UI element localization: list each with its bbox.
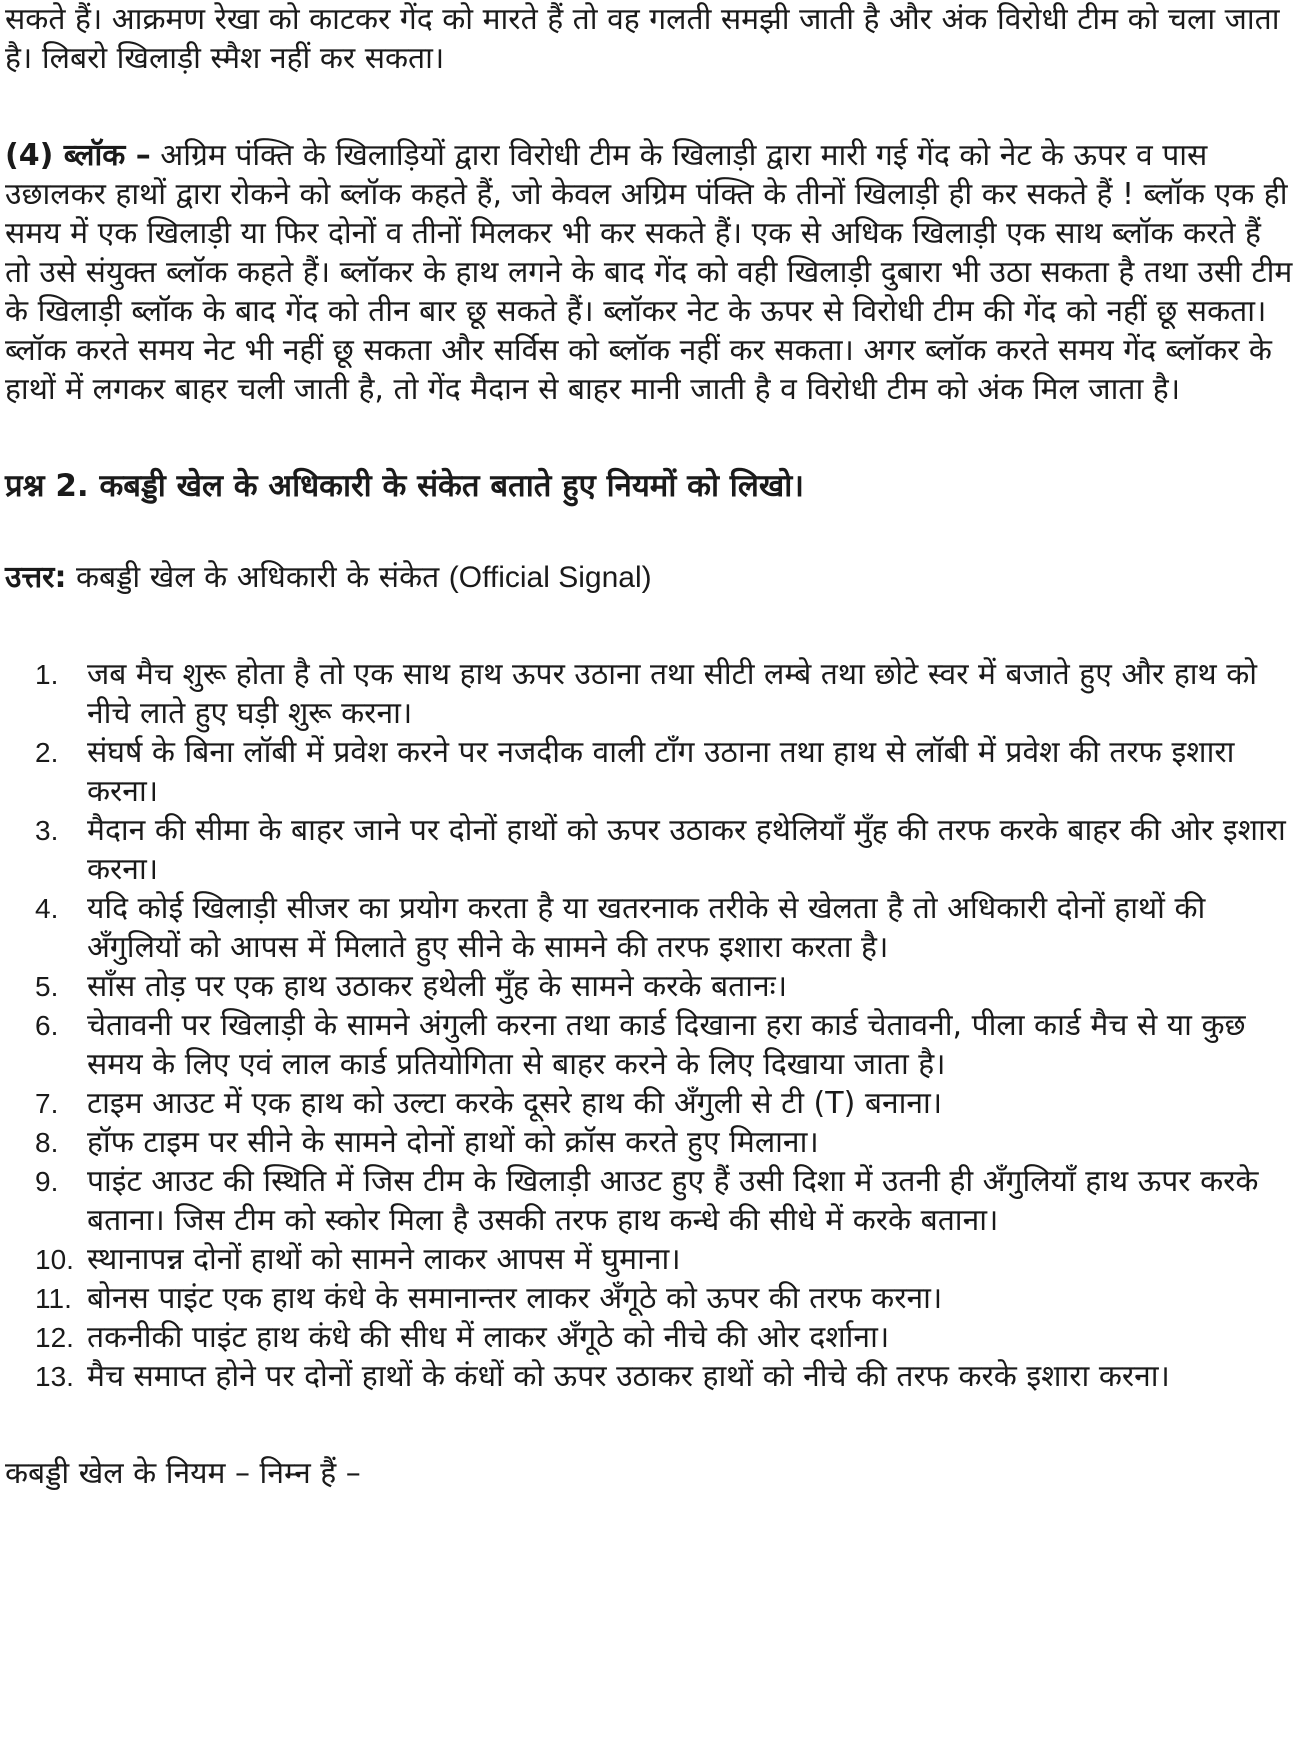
list-item <box>5 1162 1295 1240</box>
answer-text: कबड्डी खेल के अधिकारी के संकेत <box>66 560 449 595</box>
list-item-number: 12. <box>35 1322 74 1353</box>
list-item <box>5 1084 1295 1123</box>
list-item-number: 4. <box>35 893 59 924</box>
list-item <box>5 1240 1295 1279</box>
list-item-text: स्थानापन्न दोनों हाथों को सामने लाकर आपस में घुमाना। <box>87 1242 681 1277</box>
rules-heading <box>5 1454 1295 1493</box>
list-item-text: संघर्ष के बिना लॉबी में प्रवेश करने पर नजदीक वाली टाँग उठाना तथा हाथ से लॉबी में प्रवेश की तरफ इशारा करना। <box>87 735 1235 809</box>
question-heading <box>5 467 1295 506</box>
list-item-number: 3. <box>35 815 59 846</box>
list-item-number: 9. <box>35 1166 59 1197</box>
list-item-text: मैदान की सीमा के बाहर जाने पर दोनों हाथों को ऊपर उठाकर हथेलियाँ मुँह की तरफ करके बाहर की ओर इशारा करना। <box>87 813 1286 887</box>
list-item <box>5 889 1295 967</box>
spacer <box>5 1396 1295 1454</box>
list-item <box>5 811 1295 889</box>
list-item <box>5 733 1295 811</box>
list-item-number: 7. <box>35 1088 59 1119</box>
list-item <box>5 1357 1295 1396</box>
list-item <box>5 1318 1295 1357</box>
spacer <box>5 78 1295 136</box>
answer-label: उत्तर: <box>5 560 67 595</box>
list-item-number: 2. <box>35 737 59 768</box>
answer-line <box>5 558 1295 597</box>
list-item-text: जब मैच शुरू होता है तो एक साथ हाथ ऊपर उठाना तथा सीटी लम्बे तथा छोटे स्वर में बजाते हुए और हाथ को नीचे लाते हुए घड़ी शुरू करना। <box>87 657 1258 731</box>
list-item-text: हॉफ टाइम पर सीने के सामने दोनों हाथों को क्रॉस करते हुए मिलाना। <box>87 1125 819 1160</box>
list-item-text: बोनस पाइंट एक हाथ कंधे के समानान्तर लाकर अँगूठे को ऊपर की तरफ करना। <box>87 1281 943 1316</box>
intro-text: सकते हैं। आक्रमण रेखा को काटकर गेंद को मारते हैं तो वह गलती समझी जाती है और अंक विरोधी टीम को चला जाता है। लिबरो खिलाड़ी स्मैश नहीं कर सकता। <box>5 2 1280 76</box>
intro-paragraph <box>5 0 1295 78</box>
rules-heading-text: कबड्डी खेल के नियम – निम्न हैं – <box>5 1456 361 1491</box>
list-item-number: 10. <box>35 1244 74 1275</box>
list-item-text: यदि कोई खिलाड़ी सीजर का प्रयोग करता है या खतरनाक तरीके से खेलता है तो अधिकारी दोनों हाथों की अँगुलियों को आपस में मिलाते हुए सीने के सामने की तरफ इशारा करता है। <box>87 891 1206 965</box>
list-item <box>5 1006 1295 1084</box>
list-item-number: 1. <box>35 659 59 690</box>
list-item-number: 11. <box>35 1283 72 1314</box>
list-item-number: 6. <box>35 1010 59 1041</box>
list-item <box>5 655 1295 733</box>
block-paragraph <box>5 136 1295 409</box>
list-item-number: 13. <box>35 1361 74 1392</box>
question-text: प्रश्न 2. कबड्डी खेल के अधिकारी के संकेत बताते हुए नियमों को लिखो। <box>5 468 804 504</box>
list-item <box>5 1123 1295 1162</box>
spacer <box>5 597 1295 655</box>
list-item-text: टाइम आउट में एक हाथ को उल्टा करके दूसरे हाथ की अँगुली से टी (T) बनाना। <box>87 1086 943 1121</box>
list-item <box>5 1279 1295 1318</box>
block-text: अग्रिम पंक्ति के खिलाड़ियों द्वारा विरोधी टीम के खिलाड़ी द्वारा मारी गई गेंद को नेट के ऊपर व पास उछालकर हाथों द्वारा रोकने को ब्लॉक कहते हैं, जो केवल अग्रिम पंक्ति के तीनों खिलाड़ी ही कर सकते हैं ! ब्लॉक एक ही समय में एक खिलाड़ी या फिर दोनों व तीनों मिलकर भी कर सकते हैं। एक से अधिक खिलाड़ी एक साथ ब्लॉक करते हैं तो उसे संयुक्त ब्लॉक कहते हैं। ब्लॉकर के हाथ लगने के बाद गेंद को वही खिलाड़ी दुबारा भी उठा सकता है तथा उसी टीम के खिलाड़ी ब्लॉक के बाद गेंद को तीन बार छू सकते हैं। ब्लॉकर नेट के ऊपर से विरोधी टीम की गेंद को नहीं छू सकता। ब्लॉक करते समय नेट भी नहीं छू सकता और सर्विस को ब्लॉक नहीं कर सकता। अगर ब्लॉक करते समय गेंद ब्लॉकर के हाथों में लगकर बाहर चली जाती है, तो गेंद मैदान से बाहर मानी जाती है व विरोधी टीम को अंक मिल जाता है। <box>5 138 1293 407</box>
spacer <box>5 506 1295 558</box>
signals-list <box>5 655 1295 1396</box>
list-item-text: तकनीकी पाइंट हाथ कंधे की सीध में लाकर अँगूठे को नीचे की ओर दर्शाना। <box>87 1320 890 1355</box>
block-label: (4) ब्लॉक – <box>5 138 151 173</box>
list-item-number: 5. <box>35 971 59 1002</box>
list-item-text: पाइंट आउट की स्थिति में जिस टीम के खिलाड़ी आउट हुए हैं उसी दिशा में उतनी ही अँगुलियाँ हाथ ऊपर करके बताना। जिस टीम को स्कोर मिला है उसकी तरफ हाथ कन्धे की सीधे में करके बताना। <box>87 1164 1259 1238</box>
spacer <box>5 409 1295 467</box>
list-item-text: साँस तोड़ पर एक हाथ उठाकर हथेली मुँह के सामने करके बतानः। <box>87 969 788 1004</box>
list-item-number: 8. <box>35 1127 59 1158</box>
list-item-text: मैच समाप्त होने पर दोनों हाथों के कंधों को ऊपर उठाकर हाथों को नीचे की तरफ करके इशारा करना। <box>87 1359 1170 1394</box>
list-item <box>5 967 1295 1006</box>
list-item-text: चेतावनी पर खिलाड़ी के सामने अंगुली करना तथा कार्ड दिखाना हरा कार्ड चेतावनी, पीला कार्ड मैच से या कुछ समय के लिए एवं लाल कार्ड प्रतियोगिता से बाहर करने के लिए दिखाया जाता है। <box>87 1008 1246 1082</box>
document-page <box>5 0 1295 1493</box>
answer-english-text: (Official Signal) <box>448 561 652 594</box>
